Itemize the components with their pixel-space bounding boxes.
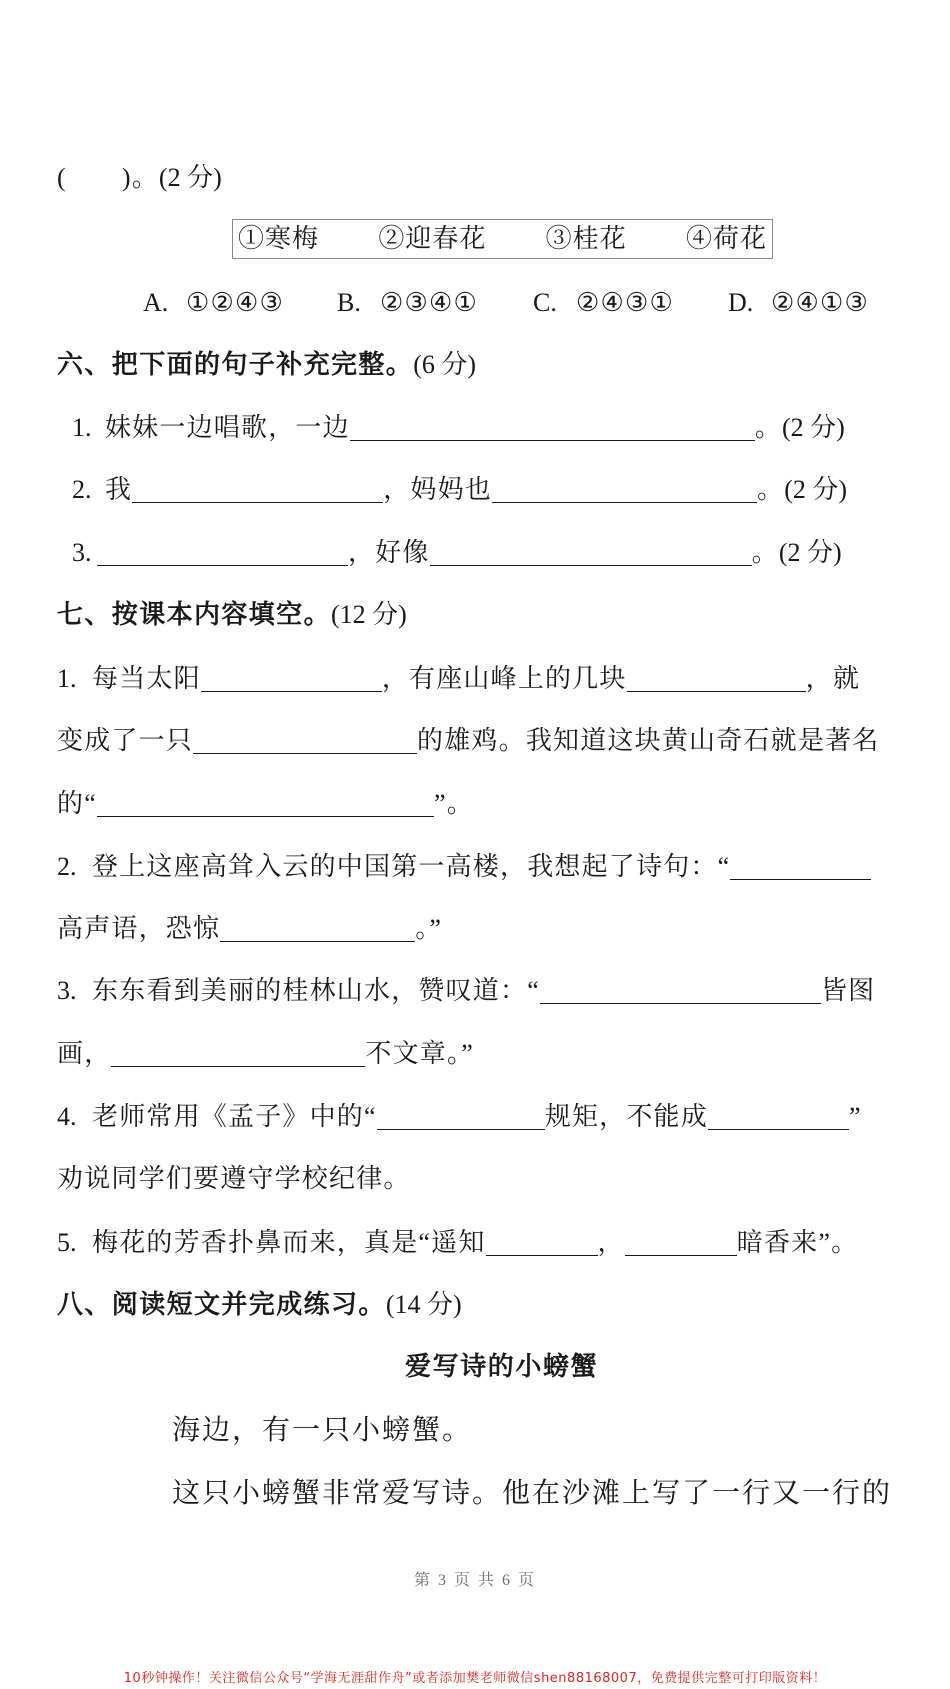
item-text: ，: [597, 1228, 625, 1257]
fill-blank: [625, 1231, 737, 1256]
item-number: 4.: [57, 1102, 77, 1131]
fill-blank: [540, 979, 821, 1004]
section-8-heading: [57, 1287, 462, 1323]
item-text: 我: [105, 475, 133, 504]
choice-value: ②④①③: [771, 288, 870, 317]
item-text: 的雄鸡。我知道这块黄山奇石就是著名: [417, 726, 880, 755]
item-number: 1.: [72, 413, 92, 442]
item-score: (2 分): [778, 538, 842, 567]
item-text: 东东看到美丽的桂林山水，赞叹道：“: [92, 976, 540, 1005]
choice-letter: B.: [337, 288, 361, 317]
item-text: 暗香来”。: [736, 1228, 859, 1257]
q5-paren-open: (: [57, 163, 67, 192]
item-text: 皆图: [820, 976, 876, 1005]
item-text: 高声语，恐惊: [57, 914, 221, 943]
q5-choice-c: [533, 285, 674, 321]
fill-blank: [350, 416, 755, 441]
s6-item-3: [72, 535, 842, 571]
section-6-score: (6 分): [413, 350, 477, 379]
item-text: ，就: [805, 664, 861, 693]
fill-blank: [730, 855, 871, 880]
section-7-heading: [57, 597, 407, 633]
section-6-heading: [57, 347, 476, 383]
item-text: 登上这座高耸入云的中国第一高楼，我想起了诗句：“: [92, 852, 731, 881]
item-text: 的“: [57, 789, 97, 818]
fill-blank: [486, 1231, 598, 1256]
item-text: ，妈妈也: [383, 475, 493, 504]
item-number: 2.: [57, 852, 77, 881]
item-text: 老师常用《孟子》中的“: [92, 1102, 377, 1131]
s7-item-2-line-2: [57, 911, 442, 947]
item-text: 画，: [57, 1039, 112, 1068]
fill-blank: [111, 1042, 365, 1067]
q5-paren-close: )。: [121, 163, 159, 192]
q5-option-1: ①寒梅: [238, 224, 320, 253]
item-text: 。: [754, 413, 783, 442]
q5-option-2: ②迎春花: [378, 224, 487, 253]
fill-blank: [97, 792, 434, 817]
q5-choice-d: [728, 285, 869, 321]
item-score: (2 分): [784, 475, 848, 504]
q5-options-box: [232, 219, 773, 259]
s7-item-3-line-2: [57, 1036, 474, 1072]
section-8-title: 八、阅读短文并完成练习。: [57, 1290, 386, 1320]
q5-score: (2 分): [158, 163, 222, 192]
section-8-score: (14 分): [385, 1290, 462, 1319]
item-text: 。: [751, 538, 779, 567]
item-text: 不文章。”: [365, 1039, 474, 1068]
section-7-title: 七、按课本内容填空。: [57, 600, 332, 630]
passage-paragraph-2: 这只小螃蟹非常爱写诗。他在沙滩上写了一行又一行的: [172, 1476, 893, 1509]
fill-blank: [430, 541, 752, 566]
s7-item-1-line-1: [57, 661, 860, 697]
s7-item-2-line-1: [57, 849, 871, 885]
choice-letter: A.: [143, 288, 169, 317]
item-number: 3.: [57, 976, 77, 1005]
s7-item-5-line-1: [57, 1225, 858, 1261]
item-number: 1.: [57, 664, 77, 693]
section-6-title: 六、把下面的句子补充完整。: [57, 350, 414, 380]
item-text: 劝说同学们要遵守学校纪律。: [57, 1164, 411, 1193]
passage-paragraph-1: 海边，有一只小螃蟹。: [172, 1413, 473, 1446]
s7-item-1-line-2: [57, 723, 879, 759]
item-text: ”。: [433, 789, 474, 818]
fill-blank: [627, 667, 806, 692]
item-text: 。: [757, 475, 785, 504]
page-number: 第 3 页 共 6 页: [413, 1572, 536, 1589]
q5-choice-a: [143, 285, 284, 321]
passage-title: 爱写诗的小螃蟹: [405, 1352, 599, 1382]
s7-item-3-line-1: [57, 973, 875, 1009]
item-text: 变成了一只: [57, 726, 194, 755]
fill-blank: [132, 478, 383, 503]
fill-blank: [220, 917, 415, 942]
choice-value: ①②④③: [186, 288, 285, 317]
fill-blank: [377, 1105, 545, 1130]
item-number: 2.: [72, 475, 92, 504]
s7-item-1-line-3: [57, 786, 474, 822]
fill-blank: [201, 667, 382, 692]
item-score: (2 分): [782, 413, 845, 442]
item-text: 妹妹一边唱歌，一边: [105, 413, 350, 442]
item-text: 规矩，不能成: [544, 1102, 708, 1131]
q5-answer-line: [57, 160, 222, 196]
choice-value: ②④③①: [576, 288, 675, 317]
item-number: 5.: [57, 1228, 77, 1257]
promo-banner-text: 10秒钟操作！关注微信公众号“学海无涯甜作舟”或者添加樊老师微信shen88168007，免费提供完整可打印版资料！: [123, 1671, 827, 1686]
item-text: ”: [848, 1102, 862, 1131]
item-text: ，好像: [348, 538, 430, 567]
fill-blank: [97, 541, 348, 566]
item-text: 梅花的芳香扑鼻而来，真是“遥知: [92, 1228, 486, 1257]
s6-item-2: [72, 472, 847, 508]
fill-blank: [492, 478, 757, 503]
choice-letter: D.: [728, 288, 754, 317]
s6-item-1: [72, 410, 845, 446]
s7-item-4-line-2: [57, 1161, 411, 1197]
choice-value: ②③④①: [380, 288, 479, 317]
choice-letter: C.: [533, 288, 557, 317]
item-text: 每当太阳: [92, 664, 201, 693]
item-text: 。”: [415, 914, 443, 943]
fill-blank: [193, 729, 417, 754]
q5-option-3: ③桂花: [545, 224, 627, 253]
q5-choice-b: [337, 285, 478, 321]
item-number: 3.: [72, 538, 92, 567]
s7-item-4-line-1: [57, 1099, 862, 1135]
item-text: ，有座山峰上的几块: [381, 664, 627, 693]
q5-option-4: ④荷花: [685, 224, 767, 253]
section-7-score: (12 分): [331, 600, 407, 629]
fill-blank: [708, 1105, 849, 1130]
